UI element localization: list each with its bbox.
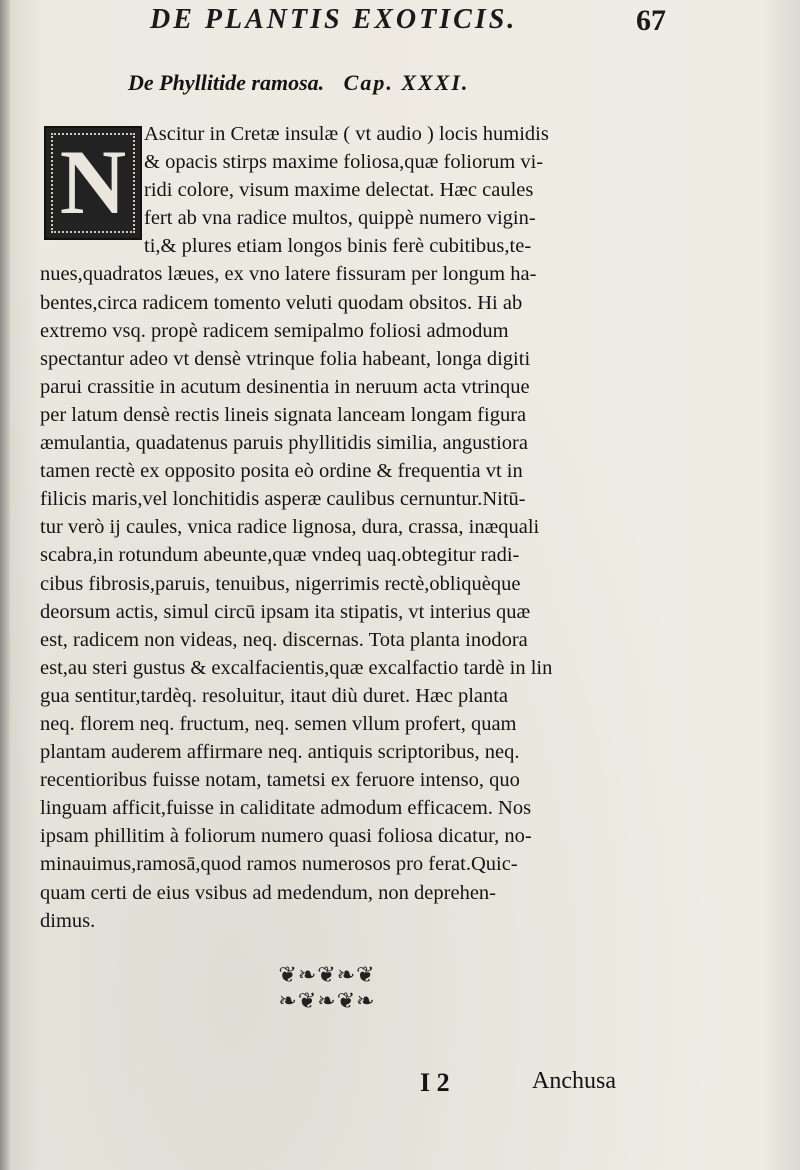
running-head: DE PLANTIS EXOTICIS.: [150, 4, 518, 35]
text-line: extremo vsq. propè radicem semipalmo foliosi admodum: [40, 319, 509, 342]
text-line: tur verò ij caules, vnica radice lignosa, dura, crassa, inæquali: [40, 516, 540, 539]
text-line: linguam afficit,fuisse in caliditate admodum efficacem. Nos: [40, 797, 532, 820]
text-line: spectantur adeo vt densè vtrinque folia habeant, longa digiti: [40, 347, 531, 370]
signature-mark: I 2: [420, 1068, 450, 1097]
text-line: filicis maris,vel lonchitidis asperæ caulibus cernuntur.Nitū-: [40, 488, 526, 511]
text-line: parui crassitie in acutum desinentia in neruum acta vtrinque: [40, 375, 530, 398]
text-line: ipsam phillitim à foliorum numero quasi foliosa dicatur, no-: [40, 825, 532, 848]
text-line: est,au steri gustus & excalfacientis,quæ excalfactio tardè in lin: [40, 656, 553, 679]
text-line: ti,& plures etiam longos binis ferè cubitibus,te-: [144, 235, 532, 258]
text-line: ridi colore, visum maxime delectat. Hæc caules: [144, 179, 534, 202]
text-line: æmulantia, quadatenus paruis phyllitidis similia, angustiora: [40, 432, 528, 455]
text-line: fert ab vna radice multos, quippè numero vigin-: [144, 207, 536, 230]
text-line: recentioribus fuisse notam, tametsi ex feruore intenso, quo: [40, 769, 520, 792]
text-line: gua sentitur,tardèq. resoluitur, itaut diù duret. Hæc planta: [40, 684, 509, 707]
text-line: deorsum actis, simul circū ipsam ita stipatis, vt interius quæ: [40, 600, 531, 623]
chapter-title: De Phyllitide ramosa.: [128, 70, 325, 95]
page-number: 67: [636, 4, 666, 37]
text-line: neq. florem neq. fructum, neq. semen vllum profert, quam: [40, 712, 517, 735]
tailpiece-ornament: ❦❧❦❧❦ ❧❦❧❦❧: [278, 962, 376, 1013]
text-line: tamen rectè ex opposito posita eò ordine & frequentia vt in: [40, 460, 523, 483]
catchword: Anchusa: [532, 1068, 616, 1094]
page-gutter: [0, 0, 10, 1170]
text-line: minauimus,ramosā,quod ramos numerosos pro ferat.Quic-: [40, 853, 518, 876]
text-line: Ascitur in Cretæ insulæ ( vt audio ) locis humidis: [144, 123, 549, 145]
text-line: cibus fibrosis,paruis, tenuibus, nigerrimis rectè,obliquèque: [40, 572, 521, 595]
text-line: plantam auderem affirmare neq. antiquis scriptoribus, neq.: [40, 741, 520, 764]
drop-cap-letter: N: [59, 131, 127, 233]
text-line: per latum densè rectis lineis signata lanceam longam figura: [40, 403, 527, 426]
text-line: est, radicem non videas, neq. discernas. Tota planta inodora: [40, 628, 528, 651]
text-line: dimus.: [40, 909, 96, 932]
chapter-number: Cap. XXXI.: [343, 70, 470, 95]
body-text: [40, 120, 660, 935]
text-line: scabra,in rotundum abeunte,quæ vndeq uaq.obtegitur radi-: [40, 544, 520, 567]
text-line: quam certi de eius vsibus ad medendum, non deprehen-: [40, 881, 496, 904]
text-line: & opacis stirps maxime foliosa,quæ foliorum vi-: [144, 151, 544, 174]
text-line: nues,quadratos læues, ex vno latere fissuram per longum ha-: [40, 263, 537, 286]
text-line: bentes,circa radicem tomento veluti quodam obsitos. Hi ab: [40, 291, 523, 314]
chapter-heading: [128, 70, 588, 96]
